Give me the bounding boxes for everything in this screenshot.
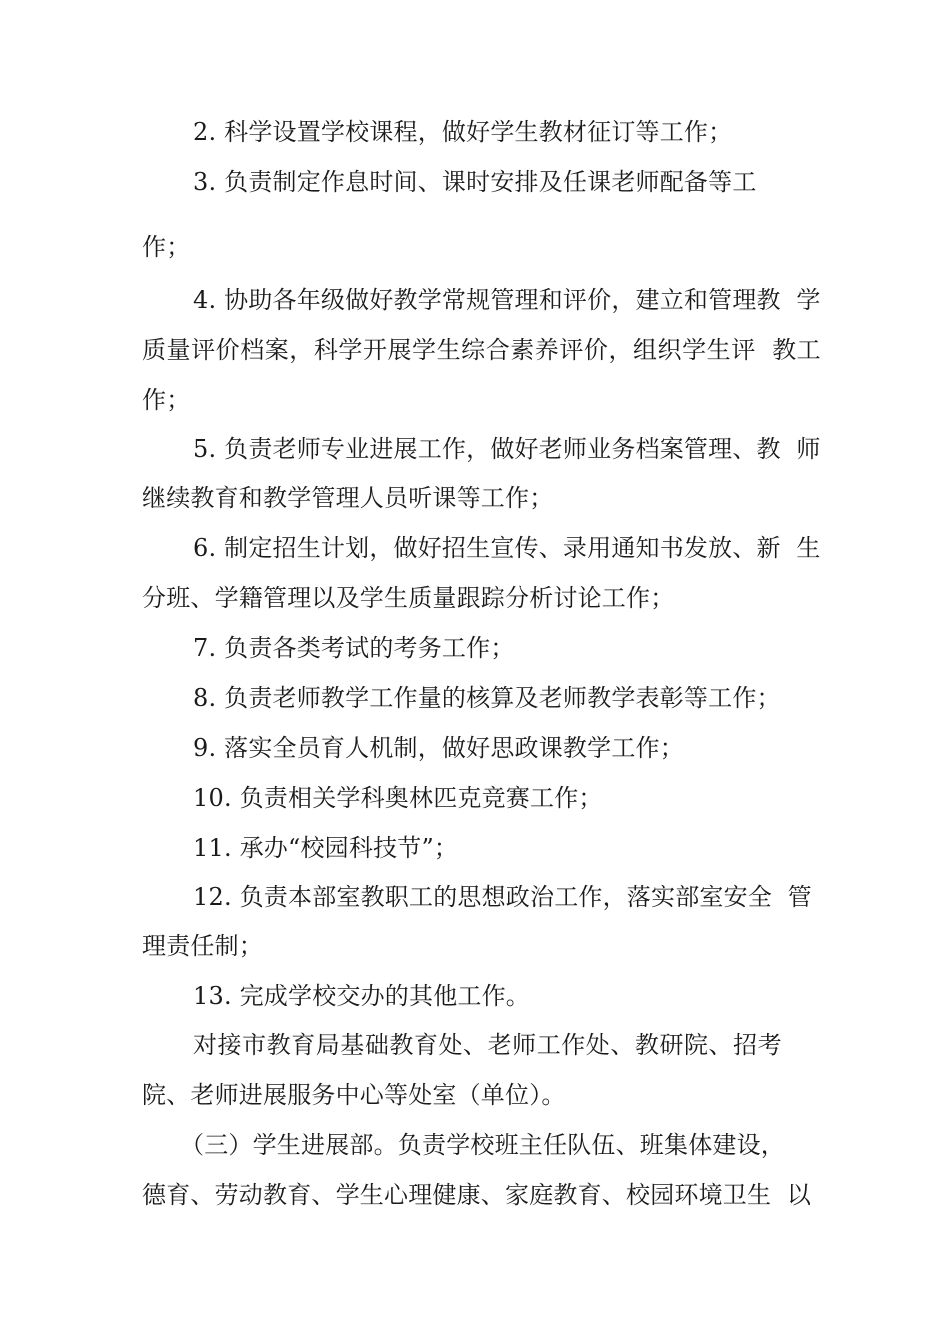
item-7-line: 7. 负责各类考试的考务工作； <box>193 634 515 662</box>
item-5-line: 5. 负责老师专业进展工作，做好老师业务档案管理、教 师 <box>193 435 821 463</box>
item-3-continuation: 作； <box>142 233 191 261</box>
item-6-line: 6. 制定招生计划，做好招生宣传、录用通知书发放、新 生 <box>193 534 821 562</box>
item-12-continuation: 理责任制； <box>142 932 263 960</box>
item-3-line: 3. 负责制定作息时间、课时安排及任课老师配备等工 <box>193 168 757 196</box>
item-5-continuation: 继续教育和教学管理人员听课等工作； <box>142 484 554 512</box>
item-4-continuation: 作； <box>142 386 191 414</box>
item-11-line: 11. 承办“校园科技节”； <box>193 834 459 862</box>
item-6-continuation: 分班、学籍管理以及学生质量跟踪分析讨论工作； <box>142 584 675 612</box>
section-3-continuation: 德育、劳动教育、学生心理健康、家庭教育、校园环境卫生 以 <box>142 1181 812 1209</box>
item-2-line: 2. 科学设置学校课程，做好学生教材征订等工作； <box>193 118 733 146</box>
item-4-continuation: 质量评价档案，科学开展学生综合素养评价，组织学生评 教工 <box>142 336 822 364</box>
liaison-paragraph-line: 对接市教育局基础教育处、老师工作处、教研院、招考 <box>193 1031 783 1059</box>
item-8-line: 8. 负责老师教学工作量的核算及老师教学表彰等工作； <box>193 684 781 712</box>
item-9-line: 9. 落实全员育人机制，做好思政课教学工作； <box>193 734 684 762</box>
item-13-line: 13. 完成学校交办的其他工作。 <box>193 982 530 1010</box>
item-10-line: 10. 负责相关学科奥林匹克竞赛工作； <box>193 784 603 812</box>
liaison-paragraph-continuation: 院、老师进展服务中心等处室（单位）。 <box>142 1081 566 1109</box>
section-3-heading-line: （三）学生进展部。负责学校班主任队伍、班集体建设， <box>180 1131 785 1159</box>
item-4-line: 4. 协助各年级做好教学常规管理和评价，建立和管理教 学 <box>193 286 821 314</box>
item-12-line: 12. 负责本部室教职工的思想政治工作，落实部室安全 管 <box>193 883 812 911</box>
